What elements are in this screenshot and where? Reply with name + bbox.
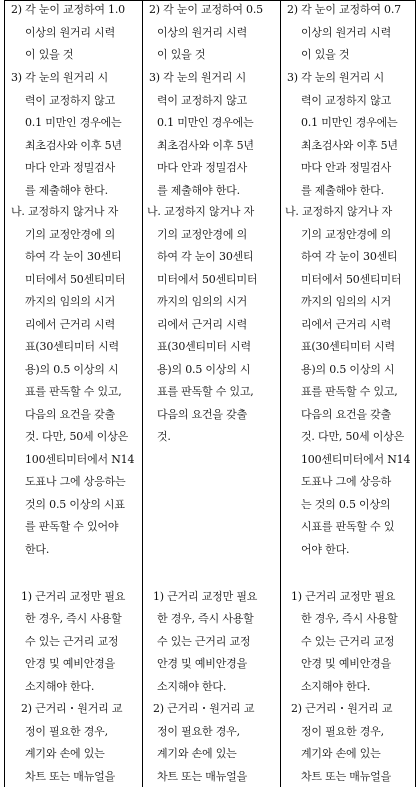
text-line: 2) 각 눈이 교정하여 1.0 (11, 3, 125, 16)
text-line: 한 경우, 즉시 사용할 (25, 612, 122, 625)
text-line: 하여 각 눈이 30센티 (157, 250, 254, 263)
text-line: 0.1 미만인 경우에는 (157, 116, 254, 129)
text-line: 2) 각 눈이 교정하여 0.7 (287, 3, 401, 16)
text-line: 하여 각 눈이 30센티 (301, 250, 398, 263)
text-line: 수 있는 근거리 교정 (25, 635, 119, 648)
text-line: 기의 교정안경에 의 (25, 228, 116, 241)
text-line: 차트 또는 매뉴얼을 (301, 770, 392, 783)
text-line: 정이 필요한 경우, (301, 725, 384, 738)
text-line: 2) 근거리・원거리 교 (21, 702, 123, 715)
text-line: 한 경우, 즉시 사용할 (157, 612, 254, 625)
text-line: 리에서 근거리 시력 (301, 318, 392, 331)
text-line: 까지의 임의의 시거 (157, 295, 248, 308)
text-line: 이상의 원거리 시력 (157, 26, 248, 39)
text-line: 0.1 미만인 경우에는 (301, 116, 398, 129)
text-line: 도표나 그에 상응하 (301, 475, 392, 488)
text-line: 3) 각 눈의 원거리 시 (149, 71, 247, 84)
text-line: 를 제출해야 한다. (157, 184, 240, 197)
text-line: 표(30센티미터 시력 (301, 340, 395, 353)
text-line: 미터에서 50센티미터 (25, 273, 126, 286)
text-line: 를 제출해야 한다. (301, 184, 384, 197)
text-line: 기의 교정안경에 의 (157, 228, 248, 241)
text-line: 한 경우, 즉시 사용할 (301, 612, 398, 625)
text-line: 표(30센티미터 시력 (157, 340, 251, 353)
text-line: 1) 근거리 교정만 필요 (153, 590, 258, 603)
text-line: 까지의 임의의 시거 (25, 295, 116, 308)
text-line: 수 있는 근거리 교정 (301, 635, 395, 648)
text-line: 정이 필요한 경우, (157, 725, 240, 738)
text-line: 는 것의 0.5 이상의 (301, 498, 391, 511)
text-line: 표를 판독할 수 있고, (157, 385, 254, 398)
text-line: 마다 안과 정밀검사 (301, 161, 392, 174)
text-line: 용)의 0.5 이상의 시 (25, 363, 119, 376)
text-line: 한다. (25, 543, 50, 556)
text-line: 마다 안과 정밀검사 (157, 161, 248, 174)
text-line: 2) 근거리・원거리 교 (291, 702, 393, 715)
text-line: 2) 근거리・원거리 교 (153, 702, 255, 715)
text-line: 것. (157, 430, 171, 443)
column-class-3 (280, 0, 417, 787)
text-line: 소지해야 한다. (301, 680, 371, 693)
text-line: 최초검사와 이후 5년 (25, 139, 122, 152)
text-line: 까지의 임의의 시거 (301, 295, 392, 308)
text-line: 안경 및 예비안경을 (301, 657, 392, 670)
text-line: 것의 0.5 이상의 시표 (25, 498, 125, 511)
text-line: 력이 교정하지 않고 (25, 94, 116, 107)
text-line: 나. 교정하지 않거나 자 (285, 205, 393, 218)
text-line: 다음의 요건을 갖출 (25, 408, 116, 421)
text-line: 나. 교정하지 않거나 자 (147, 205, 255, 218)
text-line: 표를 판독할 수 있고, (301, 385, 398, 398)
text-line: 0.1 미만인 경우에는 (25, 116, 122, 129)
text-line: 를 판독할 수 있어야 (25, 520, 119, 533)
text-line: 이상의 원거리 시력 (301, 26, 392, 39)
text-line: 이 있을 것 (157, 48, 206, 61)
regulation-table (4, 0, 416, 787)
text-line: 미터에서 50센티미터 (301, 273, 402, 286)
text-line: 용)의 0.5 이상의 시 (301, 363, 395, 376)
text-line: 2) 각 눈이 교정하여 0.5 (149, 3, 263, 16)
text-line: 를 제출해야 한다. (25, 184, 108, 197)
text-line: 안경 및 예비안경을 (25, 657, 116, 670)
text-line: 소지해야 한다. (25, 680, 95, 693)
text-line: 최초검사와 이후 5년 (301, 139, 398, 152)
text-line: 다음의 요건을 갖출 (301, 408, 392, 421)
text-line: 계기와 손에 있는 (157, 747, 237, 760)
text-line: 력이 교정하지 않고 (301, 94, 392, 107)
text-line: 력이 교정하지 않고 (157, 94, 248, 107)
text-line: 용)의 0.5 이상의 시 (157, 363, 251, 376)
text-line: 이 있을 것 (301, 48, 350, 61)
text-line: 리에서 근거리 시력 (25, 318, 116, 331)
text-line: 3) 각 눈의 원거리 시 (287, 71, 385, 84)
text-line: 이 있을 것 (25, 48, 74, 61)
text-line: 리에서 근거리 시력 (157, 318, 248, 331)
column-class-2 (142, 0, 280, 787)
text-line: 표를 판독할 수 있고, (25, 385, 122, 398)
text-line: 100센티미터에서 N14 (25, 453, 135, 466)
text-line: 1) 근거리 교정만 필요 (21, 590, 126, 603)
text-line: 나. 교정하지 않거나 자 (11, 205, 119, 218)
text-line: 안경 및 예비안경을 (157, 657, 248, 670)
text-line: 표(30센티미터 시력 (25, 340, 119, 353)
text-line: 시표를 판독할 수 있 (301, 520, 395, 533)
text-line: 정이 필요한 경우, (25, 725, 108, 738)
text-line: 마다 안과 정밀검사 (25, 161, 116, 174)
text-line: 최초검사와 이후 5년 (157, 139, 254, 152)
column-class-1 (5, 0, 142, 787)
text-line: 도표나 그에 상응하는 (25, 475, 126, 488)
text-line: 것. 다만, 50세 이상은 (25, 430, 129, 443)
text-line: 미터에서 50센티미터 (157, 273, 258, 286)
text-line: 이상의 원거리 시력 (25, 26, 116, 39)
text-line: 수 있는 근거리 교정 (157, 635, 251, 648)
text-line: 어야 한다. (301, 543, 350, 556)
text-line: 하여 각 눈이 30센티 (25, 250, 122, 263)
text-line: 기의 교정안경에 의 (301, 228, 392, 241)
text-line: 것. 다만, 50세 이상은 (301, 430, 405, 443)
text-line: 계기와 손에 있는 (301, 747, 381, 760)
text-line: 100센티미터에서 N14 (301, 453, 411, 466)
text-line: 차트 또는 매뉴얼을 (25, 770, 116, 783)
text-line: 3) 각 눈의 원거리 시 (11, 71, 109, 84)
text-line: 소지해야 한다. (157, 680, 227, 693)
text-line: 다음의 요건을 갖출 (157, 408, 248, 421)
text-line: 1) 근거리 교정만 필요 (291, 590, 396, 603)
text-line: 계기와 손에 있는 (25, 747, 105, 760)
text-line: 차트 또는 매뉴얼을 (157, 770, 248, 783)
